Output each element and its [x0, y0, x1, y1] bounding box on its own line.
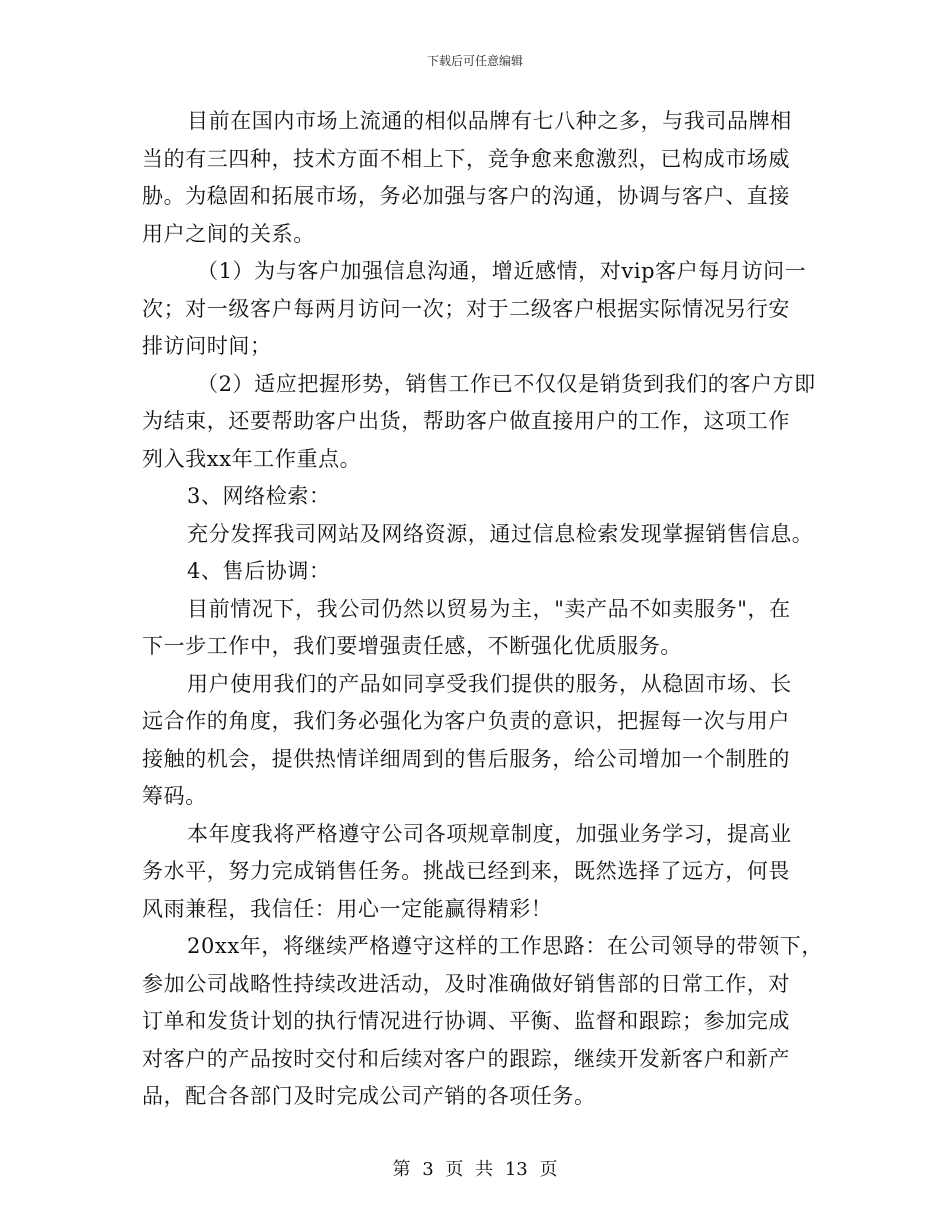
- paragraph-line: 本年度我将严格遵守公司各项规章制度，加强业务学习，提高业: [187, 821, 792, 846]
- paragraph-line: 品，配合各部门及时完成公司产销的各项任务。: [142, 1084, 596, 1108]
- paragraph-line: 对客户的产品按时交付和后续对客户的跟踪，继续开发新客户和新产: [142, 1046, 790, 1071]
- paragraph-line: 排访问时间；: [142, 334, 272, 358]
- paragraph-line: 下一步工作中，我们要增强责任感，不断强化优质服务。: [142, 634, 682, 658]
- paragraph-line: 充分发挥我司网站及网络资源，通过信息检索发现掌握销售信息。: [187, 521, 814, 546]
- paragraph-line: 筹码。: [142, 784, 207, 808]
- paragraph-line: 目前情况下，我公司仍然以贸易为主，"卖产品不如卖服务"，在: [187, 596, 791, 621]
- paragraph-line: 务水平，努力完成销售任务。挑战已经到来，既然选择了远方，何畏: [142, 859, 790, 883]
- paragraph-line: 20xx年，将继续严格遵守这样的工作思路：在公司领导的带领下，: [187, 934, 824, 958]
- section-heading: 3、网络检索：: [187, 484, 331, 508]
- paragraph-line: 目前在国内市场上流通的相似品牌有七八种之多，与我司品牌相: [187, 109, 792, 133]
- paragraph-line: 次；对一级客户每两月访问一次；对于二级客户根据实际情况另行安: [142, 296, 790, 321]
- paragraph-line: 参加公司战略性持续改进活动，及时准确做好销售部的日常工作，对: [142, 971, 790, 996]
- paragraph-line: 接触的机会，提供热情详细周到的售后服务，给公司增加一个制胜的: [142, 746, 790, 771]
- paragraph-line: 为结束，还要帮助客户出货，帮助客户做直接用户的工作，这项工作: [142, 409, 790, 433]
- paragraph-line: 用户使用我们的产品如同享受我们提供的服务，从稳固市场、长: [187, 671, 792, 696]
- paragraph-line: 风雨兼程，我信任：用心一定能赢得精彩！: [142, 896, 553, 921]
- page-number: 第 3 页 共 13 页: [392, 1159, 558, 1180]
- page-header-note: 下载后可任意编辑: [426, 54, 523, 68]
- document-body: [142, 103, 824, 1116]
- paragraph-line: 当的有三四种，技术方面不相上下，竞争愈来愈激烈，已构成市场威: [142, 146, 790, 171]
- paragraph-line: （2）适应把握形势，销售工作已不仅仅是销货到我们的客户方即: [197, 371, 816, 396]
- paragraph-line: 胁。为稳固和拓展市场，务必加强与客户的沟通，协调与客户、直接: [142, 184, 790, 208]
- paragraph-line: （1）为与客户加强信息沟通，增近感情，对vip客户每月访问一: [197, 259, 807, 283]
- paragraph-line: 列入我xx年工作重点。: [142, 446, 362, 471]
- paragraph-line: 远合作的角度，我们务必强化为客户负责的意识，把握每一次与用户: [142, 709, 790, 733]
- paragraph-line: 用户之间的关系。: [142, 221, 315, 246]
- section-heading: 4、售后协调：: [187, 559, 331, 583]
- paragraph-line: 订单和发货计划的执行情况进行协调、平衡、监督和跟踪；参加完成: [142, 1009, 790, 1033]
